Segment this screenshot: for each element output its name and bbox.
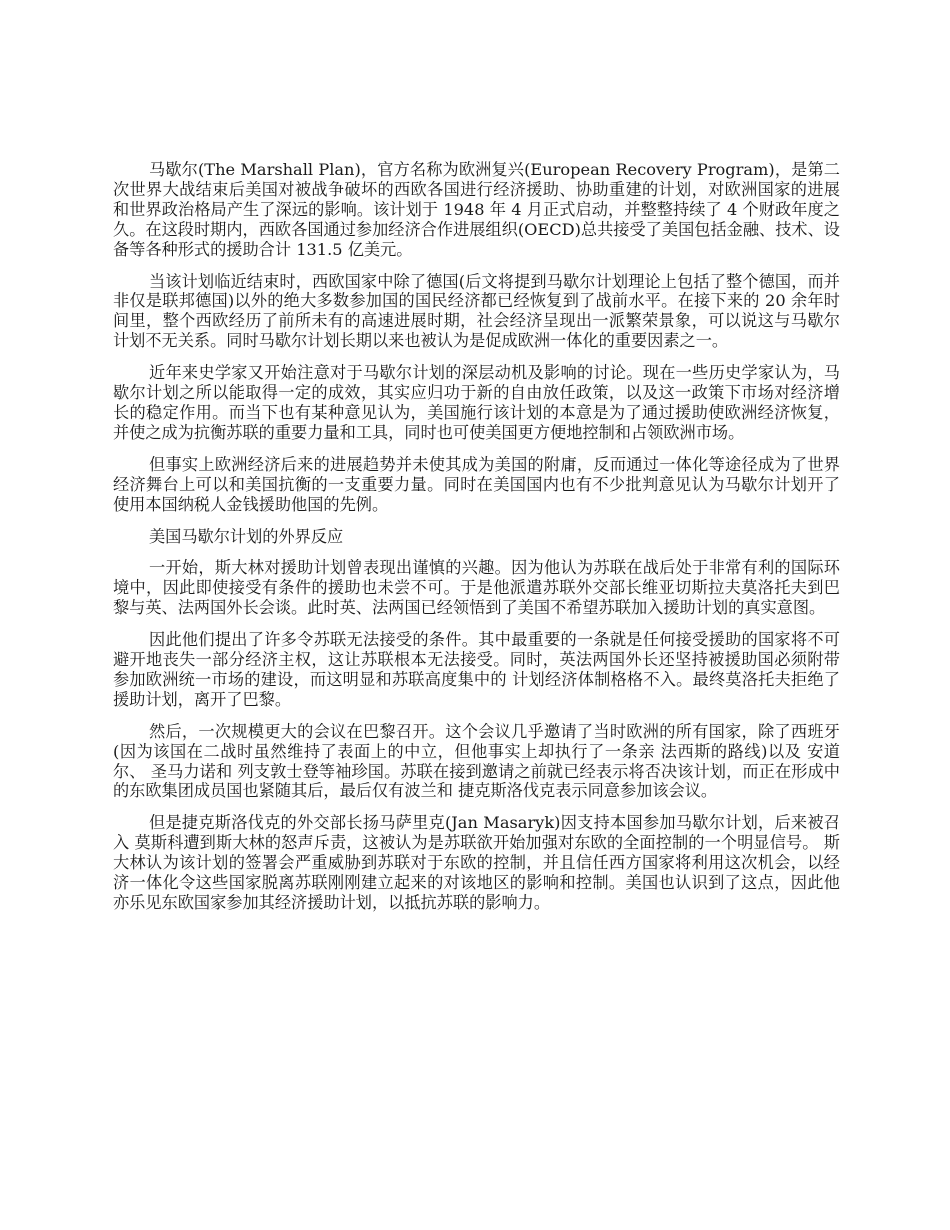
paragraph-historians: 近年来史学家又开始注意对于马歇尔计划的深层动机及影响的讨论。现在一些历史学家认为，马歇尔计划之所以能取得一定的成效，其实应归功于新的自由放任政策，以及这一政策下市场对经济增长的稳定作用。而当下也有某种意见认为，美国施行该计划的本意是为了通过援助使欧洲经济恢复，并使之成为抗衡苏联的重要力量和工具，同时也可使美国更方便地控制和占领欧洲市场。 <box>113 363 840 442</box>
paragraph-intro: 马歇尔(The Marshall Plan)，官方名称为欧洲复兴(European Recovery Program)，是第二次世界大战结束后美国对被战争破坏的西欧各国进行经济援助、协助重建的计划，对欧洲国家的进展和世界政治格局产生了深远的影响。该计划于 1948 年 4 月正式启动，并整整持续了 4 个财政年度之久。在这段时期内，西欧各国通过参加经济合作进展组织(OECD)总共接受了美国包括金融、技术、设备等各种形式的援助合计 131.5 亿美元。 <box>113 160 840 259</box>
paragraph-integration: 但事实上欧洲经济后来的进展趋势并未使其成为美国的附庸，反而通过一体化等途径成为了世界经济舞台上可以和美国抗衡的一支重要力量。同时在美国国内也有不少批判意见认为马歇尔计划开了使用本国纳税人金钱援助他国的先例。 <box>113 454 840 514</box>
paragraph-conditions: 因此他们提出了许多令苏联无法接受的条件。其中最重要的一条就是任何接受援助的国家将不可避开地丧失一部分经济主权，这让苏联根本无法接受。同时，英法两国外长还坚持被援助国必须附带参加欧洲统一市场的建设，而这明显和苏联高度集中的 计划经济体制格格不入。最终莫洛托夫拒绝了援助计划，离开了巴黎。 <box>113 630 840 709</box>
paragraph-stalin: 一开始，斯大林对援助计划曾表现出谨慎的兴趣。因为他认为苏联在战后处于非常有利的国际环境中，因此即使接受有条件的援助也未尝不可。于是他派遣苏联外交部长维亚切斯拉夫莫洛托夫到巴黎与英、法两国外长会谈。此时英、法两国已经领悟到了美国不希望苏联加入援助计划的真实意图。 <box>113 558 840 618</box>
paragraph-paris-conference: 然后，一次规模更大的会议在巴黎召开。这个会议几乎邀请了当时欧洲的所有国家，除了西班牙(因为该国在二战时虽然维持了表面上的中立，但他事实上却执行了一条亲 法西斯的路线)以及 安道尔、 圣马力诺和 列支敦士登等袖珍国。苏联在接到邀请之前就已经表示将否决该计划，而正在形成中的东欧集团成员国也紧随其后，最后仅有波兰和 捷克斯洛伐克表示同意参加该会议。 <box>113 721 840 801</box>
section-heading: 美国马歇尔计划的外界反应 <box>149 526 344 546</box>
paragraph-masaryk: 但是捷克斯洛伐克的外交部长扬马萨里克(Jan Masaryk)因支持本国参加马歇尔计划，后来被召入 莫斯科遭到斯大林的怒声斥责，这被认为是苏联欲开始加强对东欧的全面控制的一个明显信号。 斯大林认为该计划的签署会严重威胁到苏联对于东欧的控制，并且信任西方国家将利用这次机会，以经济一体化令这些国家脱离苏联刚刚建立起来的对该地区的影响和控制。美国也认识到了这点，因此他亦乐见东欧国家参加其经济援助计划，以抵抗苏联的影响力。 <box>113 813 840 912</box>
document-body <box>113 160 840 925</box>
paragraph-recovery: 当该计划临近结束时，西欧国家中除了德国(后文将提到马歇尔计划理论上包括了整个德国，而并非仅是联邦德国)以外的绝大多数参加国的国民经济都已经恢复到了战前水平。在接下来的 20 余年时间里，整个西欧经历了前所未有的高速进展时期，社会经济呈现出一派繁荣景象，可以说这与马歇尔计划不无关系。同时马歇尔计划长期以来也被认为是促成欧洲一体化的重要因素之一。 <box>113 271 840 351</box>
